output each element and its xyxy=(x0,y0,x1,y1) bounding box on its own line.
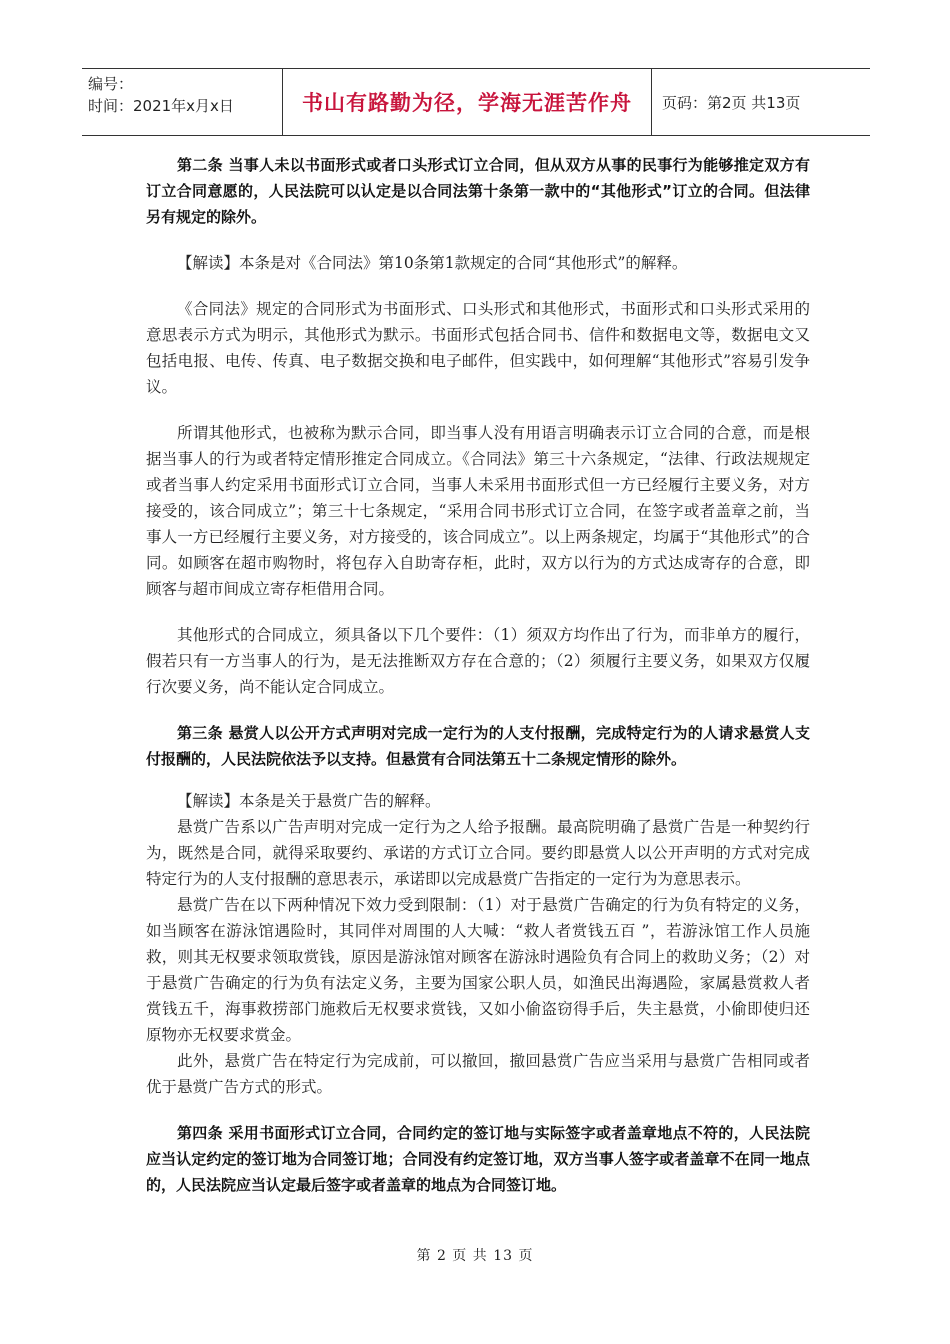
document-number-label: 编号： xyxy=(88,75,134,93)
article-2-interpretation: 【解读】本条是对《合同法》第10条第1款规定的合同“其他形式”的解释。 xyxy=(177,254,688,272)
paragraph-reward-revoke: 此外，悬赏广告在特定行为完成前，可以撤回，撤回悬赏广告应当采用与悬赏广告相同或者优于悬赏广告方式的形式。 xyxy=(146,1052,810,1096)
page-header xyxy=(82,68,870,136)
paragraph-implied-contract: 所谓其他形式，也被称为默示合同，即当事人没有用语言明确表示订立合同的合意，而是根据当事人的行为或者特定情形推定合同成立。《合同法》第三十六条规定，“法律、行政法规规定或者当事人约定采用书面形式订立合同，当事人未采用书面形式但一方已经履行主要义务，对方接受的，该合同成立”；第三十七条规定，“采用合同书形式订立合同，在签字或者盖章之前，当事人一方已经履行主要义务，对方接受的，该合同成立”。以上两条规定，均属于“其他形式”的合同。如顾客在超市购物时，将包存入自助寄存柜，此时，双方以行为的方式达成寄存的合意，即顾客与超市间成立寄存柜借用合同。 xyxy=(146,424,810,598)
article-4-text: 第四条 采用书面形式订立合同，合同约定的签订地与实际签字或者盖章地点不符的，人民法院应当认定约定的签订地为合同签订地；合同没有约定签订地，双方当事人签字或者盖章不在同一地点的，人民法院应当认定最后签字或者盖章的地点为合同签订地。 xyxy=(146,1124,810,1194)
article-2-text: 第二条 当事人未以书面形式或者口头形式订立合同，但从双方从事的民事行为能够推定双方有订立合同意愿的，人民法院可以认定是以合同法第十条第一款中的“其他形式”订立的合同。但法律另有规定的除外。 xyxy=(146,156,810,226)
paragraph-requirements: 其他形式的合同成立，须具备以下几个要件：（1）须双方均作出了行为，而非单方的履行，假若只有一方当事人的行为，是无法推断双方存在合意的；（2）须履行主要义务，如果双方仅履行次要义务，尚不能认定合同成立。 xyxy=(146,626,810,696)
header-page-code: 页码：第2页 共13页 xyxy=(662,93,801,112)
page-footer: 第 2 页 共 13 页 xyxy=(416,1248,534,1264)
paragraph-contract-forms: 《合同法》规定的合同形式为书面形式、口头形式和其他形式，书面形式和口头形式采用的意思表示方式为明示，其他形式为默示。书面形式包括合同书、信件和数据电文等，数据电文又包括电报、电传、传真、电子数据交换和电子邮件，但实践中，如何理解“其他形式”容易引发争议。 xyxy=(146,300,810,396)
header-meta xyxy=(82,69,282,135)
paragraph-reward-limits: 悬赏广告在以下两种情况下效力受到限制：（1）对于悬赏广告确定的行为负有特定的义务，如当顾客在游泳馆遇险时，其同伴对周围的人大喊：“救人者赏钱五百 ”，若游泳馆工作人员施救，则其无权要求领取赏钱，原因是游泳馆对顾客在游泳时遇险负有合同上的救助义务；（2）对于悬赏广告确定的行为负有法定义务，主要为国家公职人员，如渔民出海遇险，家属悬赏救人者赏钱五千，海事救捞部门施救后无权要求赏钱，又如小偷盗窃得手后，失主悬赏，小偷即使归还原物亦无权要求赏金。 xyxy=(146,896,810,1044)
article-3-text: 第三条 悬赏人以公开方式声明对完成一定行为的人支付报酬，完成特定行为的人请求悬赏人支付报酬的，人民法院依法予以支持。但悬赏有合同法第五十二条规定情形的除外。 xyxy=(146,724,810,768)
paragraph-reward-ad: 悬赏广告系以广告声明对完成一定行为之人给予报酬。最高院明确了悬赏广告是一种契约行为，既然是合同，就得采取要约、承诺的方式订立合同。要约即悬赏人以公开声明的方式对完成特定行为的人支付报酬的意思表示，承诺即以完成悬赏广告指定的一定行为为意思表示。 xyxy=(146,818,810,888)
document-body xyxy=(146,152,810,1198)
document-time-label: 时间：2021年x月x日 xyxy=(88,97,234,115)
article-3-interpretation: 【解读】本条是关于悬赏广告的解释。 xyxy=(177,792,441,810)
header-motto: 书山有路勤为径，学海无涯苦作舟 xyxy=(282,69,652,135)
